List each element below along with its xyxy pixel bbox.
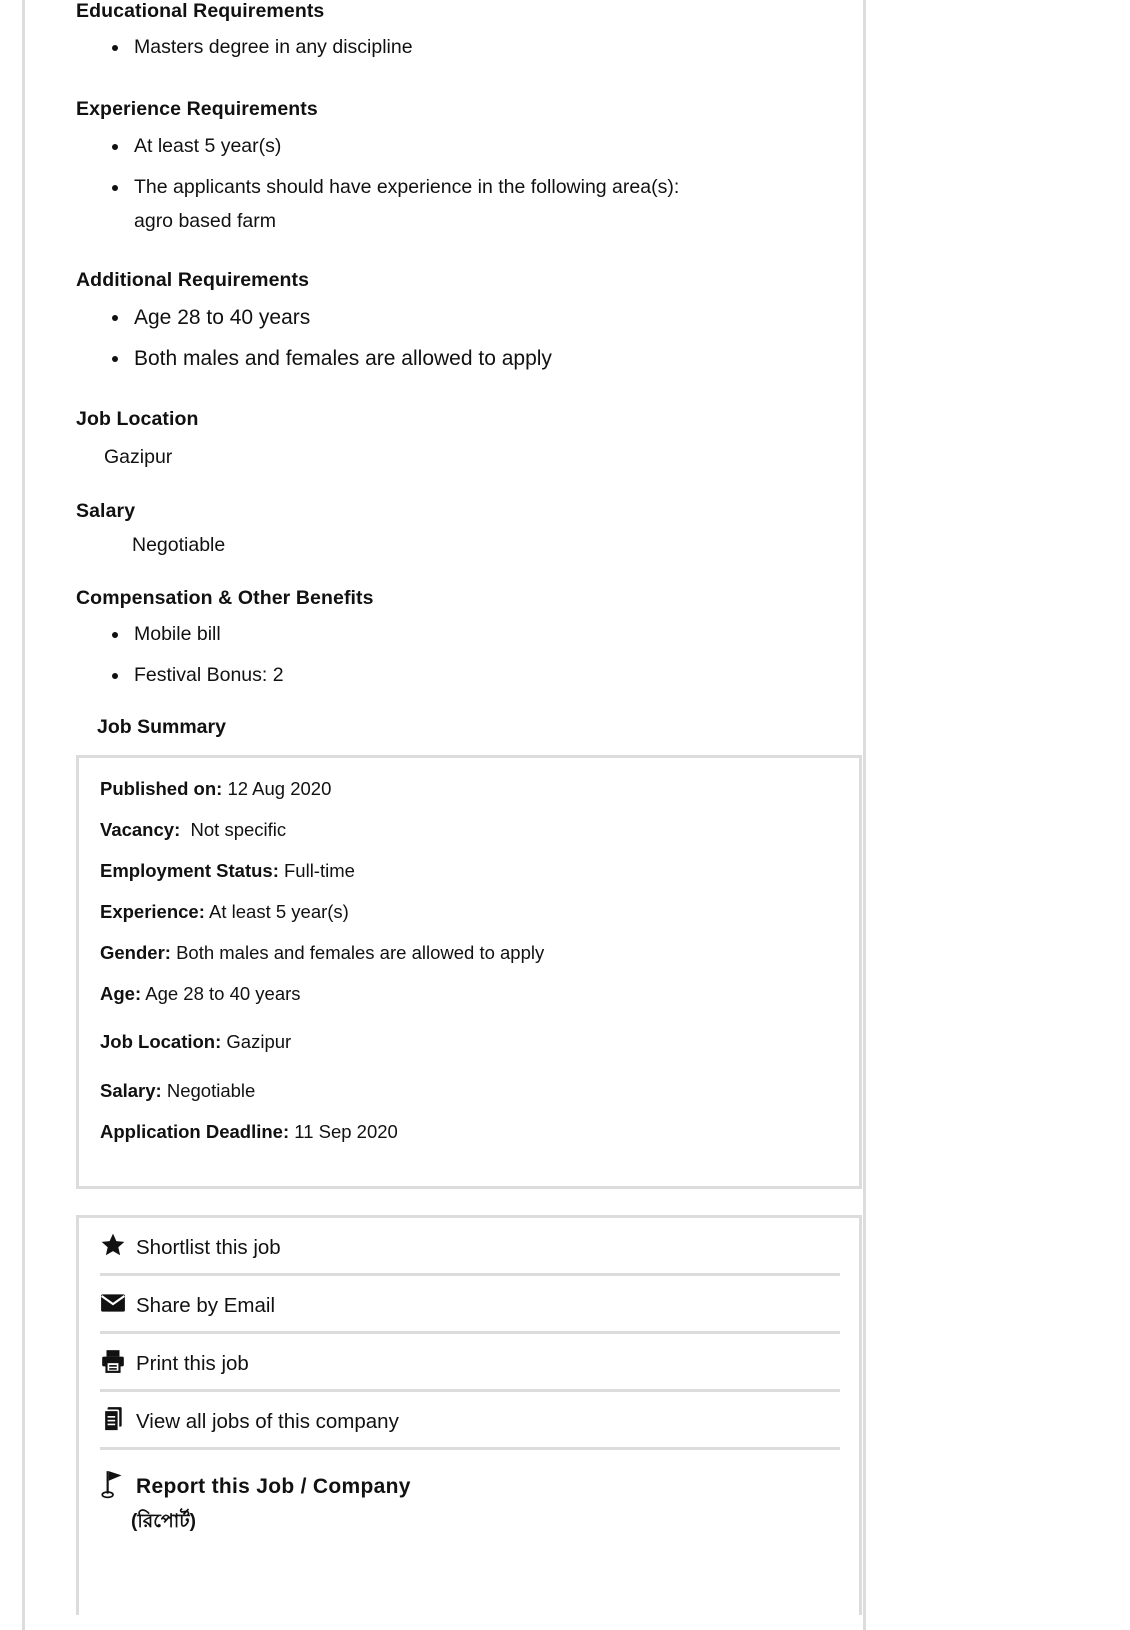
list-item: At least 5 year(s) [25, 129, 679, 164]
experience-requirements-list [25, 129, 679, 244]
summary-row-age [100, 983, 301, 1005]
view-company-jobs-label: View all jobs of this company [136, 1410, 399, 1433]
printer-icon [100, 1348, 126, 1374]
print-job-button[interactable] [100, 1334, 840, 1392]
summary-row-employment-status [100, 860, 355, 882]
summary-key: Salary: [100, 1080, 162, 1101]
job-actions-box [76, 1215, 862, 1615]
summary-row-vacancy [100, 819, 286, 841]
list-item: Both males and females are allowed to apply [25, 341, 552, 376]
report-job-label: Report this Job / Company [136, 1475, 411, 1498]
educational-requirements-list [25, 30, 413, 71]
summary-value: Negotiable [166, 1080, 256, 1101]
summary-key: Vacancy: [100, 819, 181, 840]
summary-key: Application Deadline: [100, 1121, 290, 1142]
summary-value: Full-time [284, 860, 355, 881]
benefits-heading: Compensation & Other Benefits [76, 587, 374, 609]
experience-requirements-heading: Experience Requirements [76, 98, 318, 120]
documents-icon [100, 1406, 126, 1432]
summary-value: Age 28 to 40 years [145, 983, 301, 1004]
benefits-list [25, 617, 284, 699]
summary-value: Both males and females are allowed to apply [176, 942, 545, 963]
list-item: Festival Bonus: 2 [25, 658, 284, 693]
job-location-value: Gazipur [104, 446, 173, 468]
summary-value: 12 Aug 2020 [227, 778, 332, 799]
summary-row-salary [100, 1080, 255, 1102]
additional-requirements-heading: Additional Requirements [76, 269, 310, 291]
summary-value: At least 5 year(s) [209, 901, 349, 922]
summary-row-experience [100, 901, 349, 923]
summary-key: Job Location: [100, 1031, 222, 1052]
summary-value: 11 Sep 2020 [294, 1121, 398, 1142]
job-summary-title: Job Summary [97, 716, 226, 738]
summary-key: Published on: [100, 778, 223, 799]
educational-requirements-heading: Educational Requirements [76, 0, 325, 22]
summary-key: Experience: [100, 901, 205, 922]
list-item [25, 170, 679, 238]
job-summary-box [76, 755, 862, 1189]
envelope-icon [100, 1290, 126, 1316]
flag-icon [100, 1469, 126, 1499]
summary-key: Gender: [100, 942, 171, 963]
shortlist-job-button[interactable] [100, 1218, 840, 1276]
additional-requirements-list [25, 300, 552, 382]
list-item-text-detail: agro based farm [134, 210, 276, 232]
summary-value: Not specific [190, 819, 287, 840]
summary-value: Gazipur [226, 1031, 292, 1052]
summary-row-published [100, 778, 331, 800]
view-company-jobs-button[interactable] [100, 1392, 840, 1450]
salary-value: Negotiable [132, 534, 226, 556]
summary-row-job-location [100, 1031, 291, 1053]
print-job-label: Print this job [136, 1352, 249, 1375]
list-item: Age 28 to 40 years [25, 300, 552, 335]
job-details-panel [22, 0, 866, 1630]
list-item: Masters degree in any discipline [25, 30, 413, 65]
summary-key: Employment Status: [100, 860, 279, 881]
share-by-email-label: Share by Email [136, 1294, 276, 1317]
report-job-button[interactable] [100, 1467, 840, 1547]
summary-row-deadline [100, 1121, 398, 1143]
salary-heading: Salary [76, 500, 136, 522]
shortlist-job-label: Shortlist this job [136, 1236, 281, 1259]
report-job-sublabel: (রিপোর্ট) [131, 1511, 196, 1532]
summary-key: Age: [100, 983, 142, 1004]
summary-row-gender [100, 942, 544, 964]
share-by-email-button[interactable] [100, 1276, 840, 1334]
list-item: Mobile bill [25, 617, 284, 652]
job-location-heading: Job Location [76, 408, 199, 430]
star-icon [100, 1232, 126, 1258]
list-item-text: The applicants should have experience in the following area(s): [134, 176, 680, 198]
